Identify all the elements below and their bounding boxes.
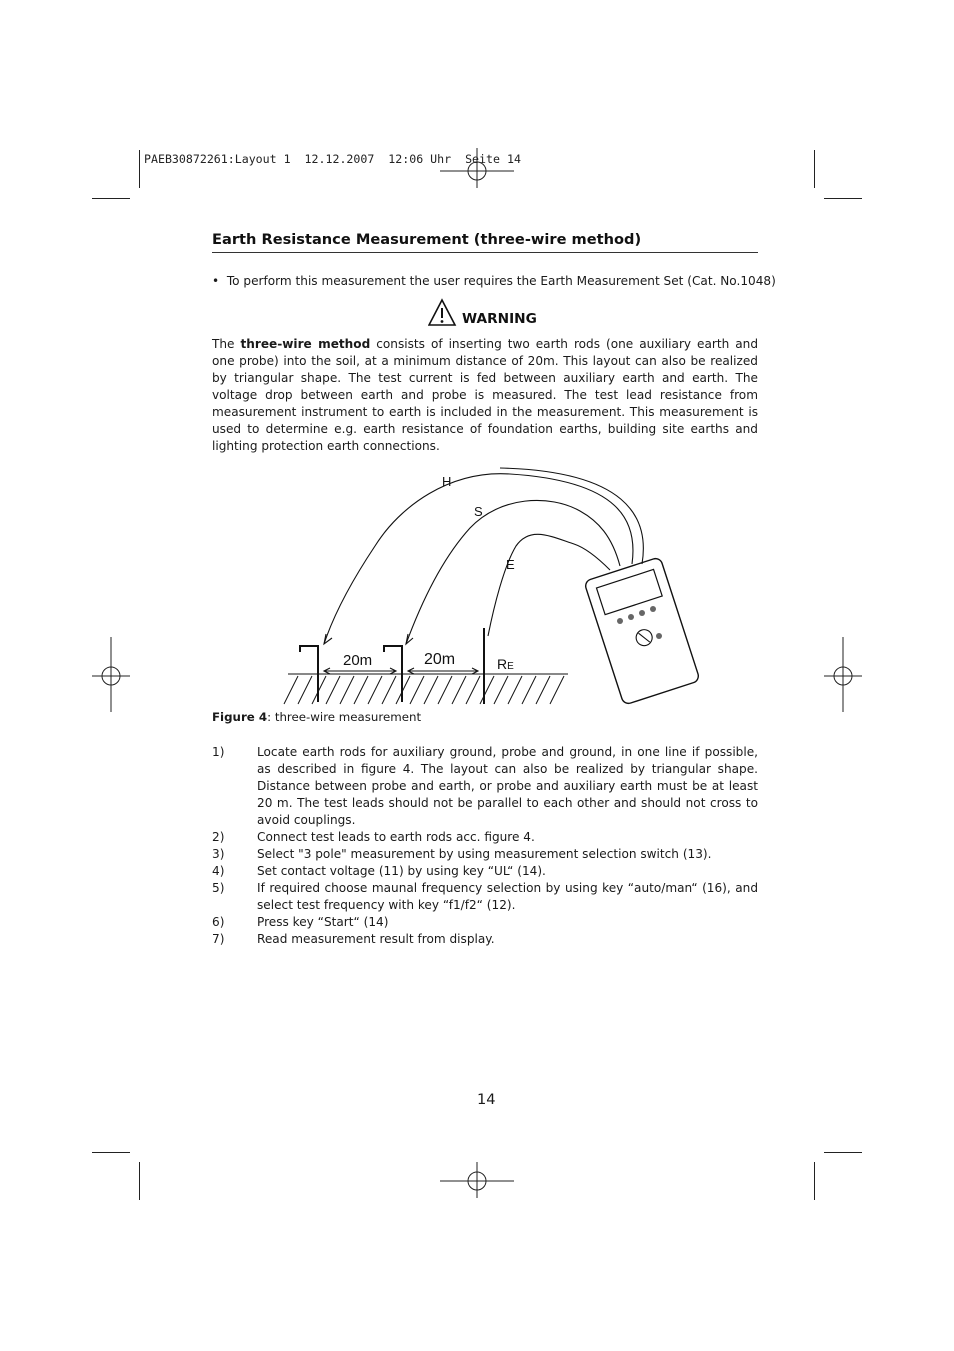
figure-caption	[212, 710, 421, 724]
distance-label-1: 20m	[343, 652, 373, 669]
registration-mark-bottom	[440, 1162, 514, 1198]
distance-label-2: 20m	[424, 651, 456, 668]
caption-text: : three-wire measurement	[267, 710, 422, 724]
label-h: H	[442, 474, 452, 489]
figure-three-wire	[280, 466, 700, 706]
list-item: 4) Set contact voltage (11) by using key “UL“ (14).	[212, 864, 546, 878]
section-title: Earth Resistance Measurement (three-wire method)	[212, 231, 642, 248]
list-item: 2) Connect test leads to earth rods acc. figure 4.	[212, 830, 535, 844]
list-item: 1) Locate earth rods for auxiliary ground, probe and ground, in one line if possible, as described in figure 4. The layout can also be realized by triangular shape. Distance between probe and earth, or probe and auxiliary earth must be at least 20 m. The test leads should not be parallel to each other and should not cross to avoid couplings.	[212, 745, 758, 827]
bullet-glyph: •	[212, 274, 227, 288]
warning-label: WARNING	[462, 311, 537, 327]
registration-mark-left	[92, 637, 130, 712]
registration-mark-right	[824, 637, 862, 712]
distance-arrow-2	[408, 668, 478, 674]
label-re: RE	[497, 656, 514, 672]
page-number: 14	[477, 1091, 496, 1108]
label-s: S	[474, 504, 483, 519]
caption-label: Figure 4	[212, 710, 268, 724]
lead-h-outer	[500, 468, 643, 564]
lead-s	[406, 500, 620, 644]
registration-mark-top	[440, 148, 514, 188]
lead-h-arrow	[324, 634, 332, 644]
lead-h	[324, 474, 633, 644]
para-lead: The	[212, 337, 241, 351]
method-description	[212, 336, 758, 455]
print-slug: PAEB30872261:Layout 1 12.12.2007 12:06 Uhr Seite 14	[144, 152, 521, 166]
list-item: 5) If required choose maunal frequency selection by using key “auto/man“ (16), and select test frequency with key “f1/f2“ (12).	[212, 881, 758, 912]
requirement-bullet	[212, 273, 776, 290]
list-item: 3) Select "3 pole" measurement by using measurement selection switch (13).	[212, 847, 712, 861]
title-rule	[212, 252, 758, 253]
lead-e	[488, 534, 610, 636]
para-bold: three-wire method	[240, 337, 371, 351]
instrument	[584, 557, 700, 705]
para-rest: consists of inserting two earth rods (one auxiliary earth and one probe) into the soil, at a minimum distance of 20m. This layout can also be realized by triangular shape. The test current is fed between auxiliary earth and earth. The voltage drop between earth and probe is measured. The test lead resistance from measurement instrument to earth is included in the measurement. This measurement is used to determine e.g. earth resistance of foundation earths, building site earths and lighting protection earth connections.	[212, 337, 759, 453]
label-e: E	[506, 557, 515, 572]
bullet-text: To perform this measurement the user requires the Earth Measurement Set (Cat. No.1048)	[226, 274, 776, 288]
ground-hatching	[284, 676, 564, 704]
list-item: 6) Press key “Start“ (14)	[212, 915, 389, 929]
list-item: 7) Read measurement result from display.	[212, 932, 495, 946]
procedure-steps	[212, 744, 758, 948]
warning-triangle-icon	[428, 298, 458, 328]
